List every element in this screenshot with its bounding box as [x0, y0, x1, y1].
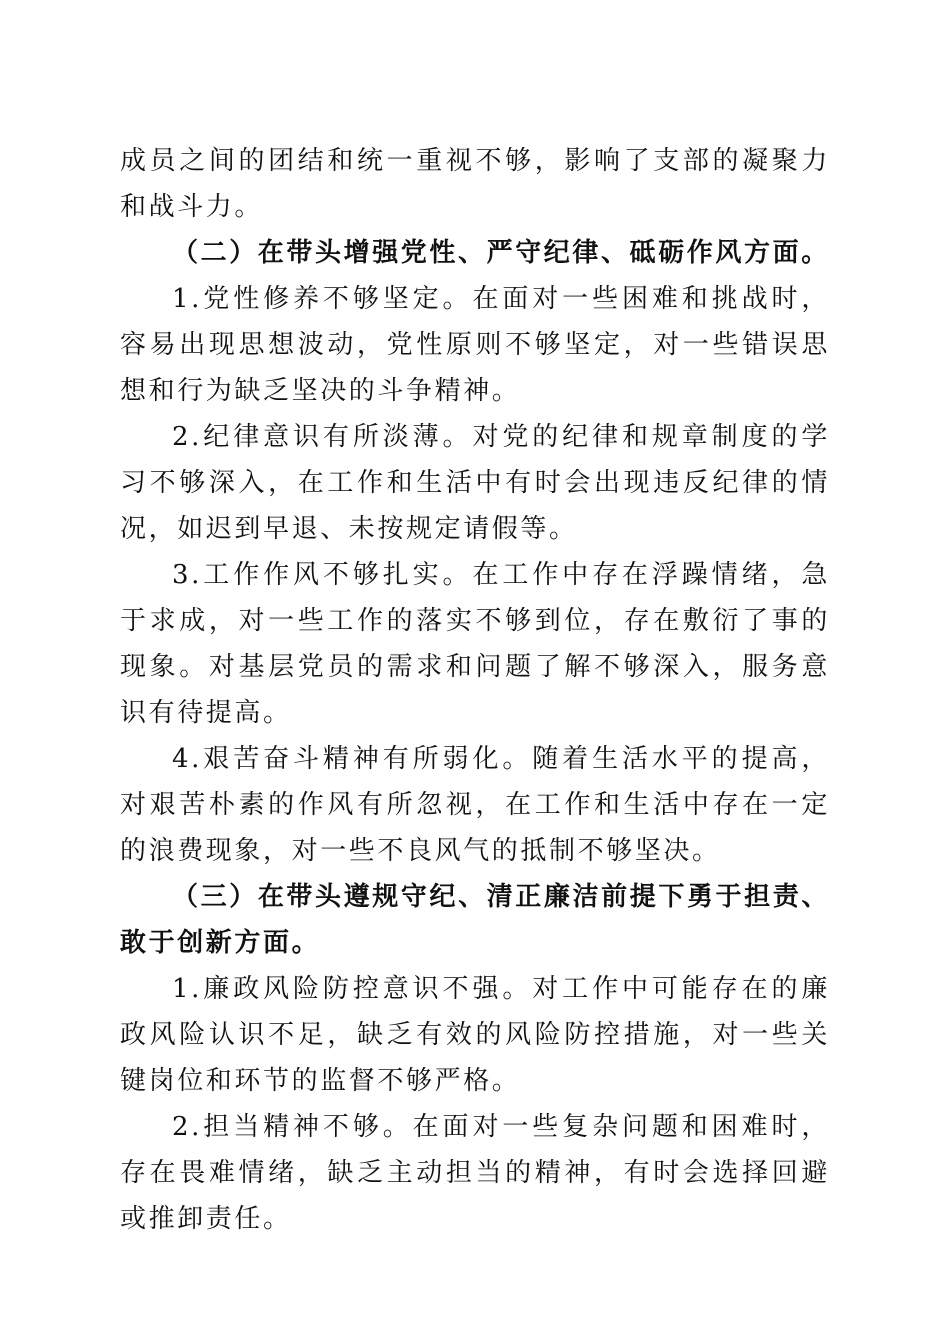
section-heading-3: （三）在带头遵规守纪、清正廉洁前提下勇于担责、敢于创新方面。 — [120, 882, 830, 958]
list-item-2-3: 3.工作作风不够扎实。在工作中存在浮躁情绪，急于求成，对一些工作的落实不够到位，存在敷衍了事的现象。对基层党员的需求和问题了解不够深入，服务意识有待提高。 — [120, 560, 830, 728]
list-item-3-2: 2.担当精神不够。在面对一些复杂问题和困难时，存在畏难情绪，缺乏主动担当的精神，有时会选择回避或推卸责任。 — [120, 1112, 830, 1234]
list-item-2-1: 1.党性修养不够坚定。在面对一些困难和挑战时，容易出现思想波动，党性原则不够坚定，对一些错误思想和行为缺乏坚决的斗争精神。 — [120, 284, 830, 406]
section-heading-2: （二）在带头增强党性、严守纪律、砥砺作风方面。 — [172, 238, 830, 268]
list-item-2-2: 2.纪律意识有所淡薄。对党的纪律和规章制度的学习不够深入，在工作和生活中有时会出现违反纪律的情况，如迟到早退、未按规定请假等。 — [120, 422, 830, 544]
list-item-2-4: 4.艰苦奋斗精神有所弱化。随着生活水平的提高，对艰苦朴素的作风有所忽视，在工作和生活中存在一定的浪费现象，对一些不良风气的抵制不够坚决。 — [120, 744, 830, 866]
paragraph-continuation: 成员之间的团结和统一重视不够，影响了支部的凝聚力和战斗力。 — [120, 146, 830, 222]
list-item-3-1: 1.廉政风险防控意识不强。对工作中可能存在的廉政风险认识不足，缺乏有效的风险防控措施，对一些关键岗位和环节的监督不够严格。 — [120, 974, 830, 1096]
document-page — [120, 138, 830, 1242]
